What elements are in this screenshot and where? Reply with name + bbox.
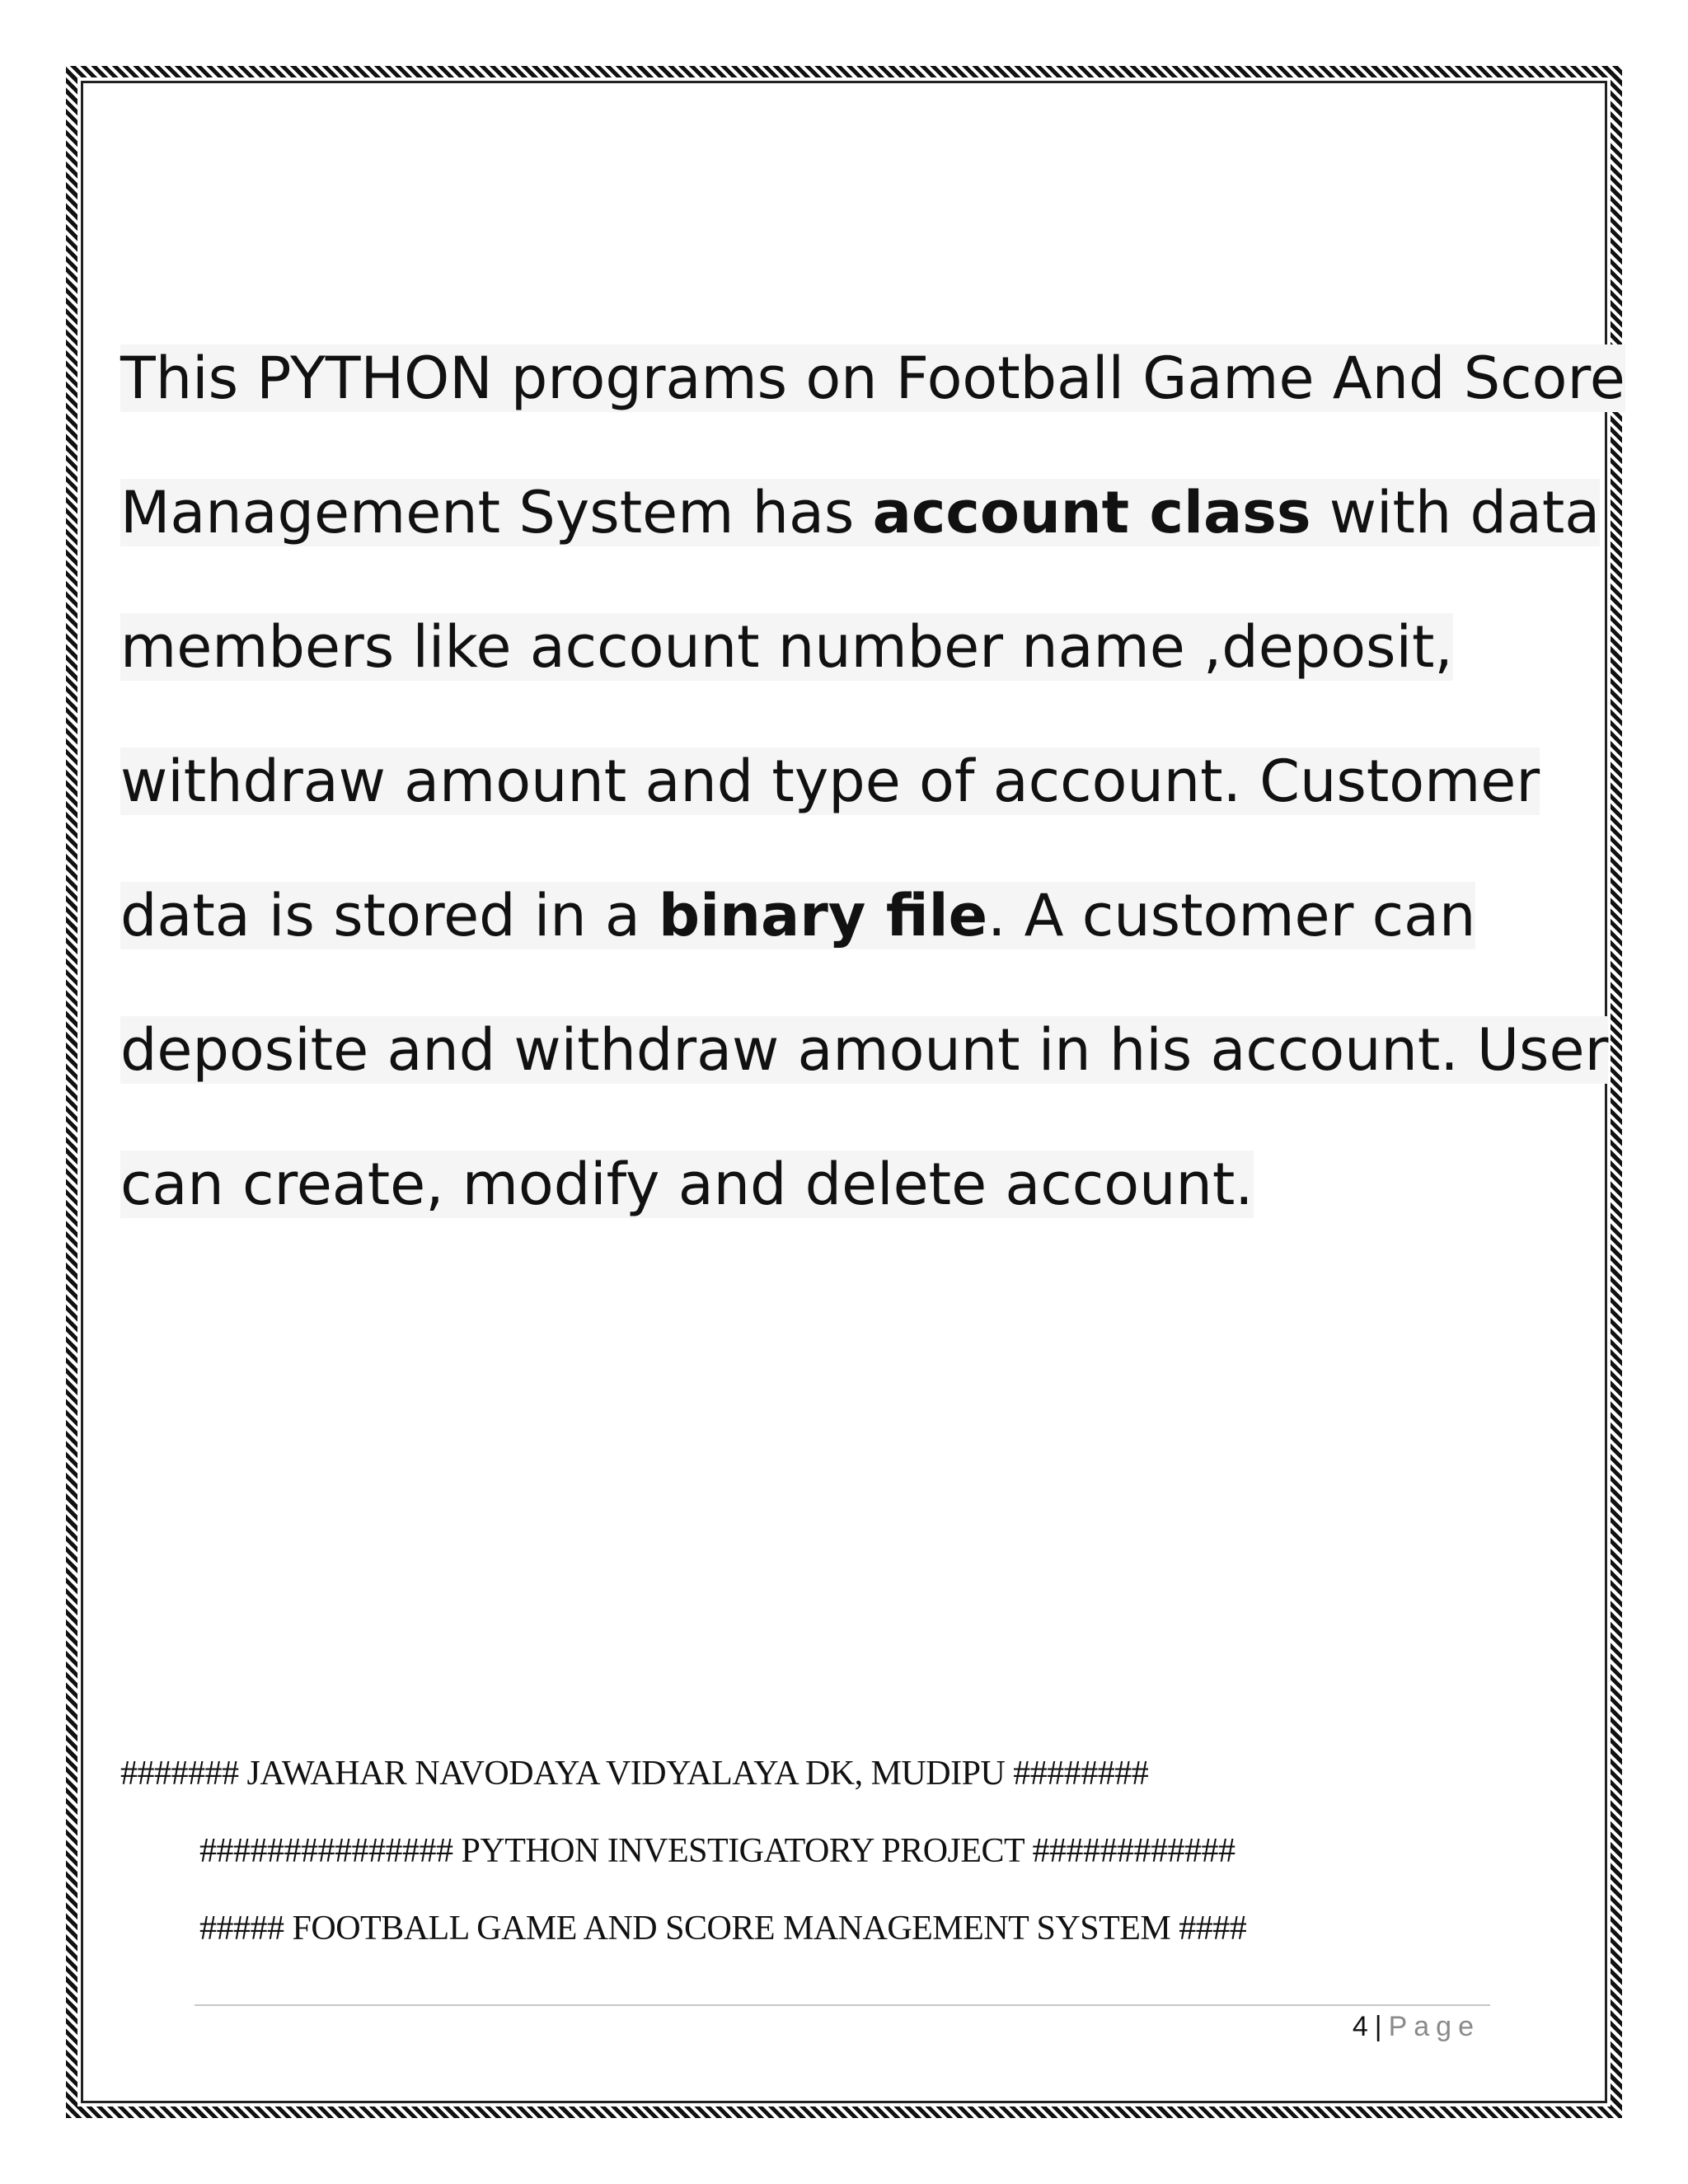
body-line-3: members like account number name ,deposit,: [120, 613, 1453, 681]
footer-divider: [195, 2004, 1490, 2006]
footer-project-title: ############### PYTHON INVESTIGATORY PROJECT ############: [199, 1832, 1236, 1870]
body-line-5-start: data is stored in a: [120, 882, 659, 949]
body-line-2-end: with data: [1311, 479, 1601, 546]
body-line-2: [120, 446, 1601, 580]
page-label: Page: [1388, 2011, 1480, 2042]
page-number: [1353, 2011, 1480, 2043]
body-line-5: [120, 849, 1587, 983]
body-paragraph: [120, 312, 1625, 1252]
body-line-2-start: Management System has: [120, 479, 873, 546]
account-class-bold: account class: [872, 479, 1311, 546]
binary-file-bold: binary file: [659, 882, 988, 949]
body-line-5-end: . A customer can: [987, 882, 1476, 949]
body-line-7: can create, modify and delete account.: [120, 1151, 1254, 1218]
footer-school-name: ####### JAWAHAR NAVODAYA VIDYALAYA DK, MUDIPU ########: [120, 1755, 1149, 1793]
body-line-4: withdraw amount and type of account. Customer: [120, 748, 1540, 815]
body-line-1: This PYTHON programs on Football Game And Score: [120, 344, 1625, 412]
page-number-value: 4: [1352, 2011, 1368, 2042]
body-line-6: deposite and withdraw amount in his account. User: [120, 1016, 1609, 1084]
footer-system-title: ##### FOOTBALL GAME AND SCORE MANAGEMENT SYSTEM ####: [199, 1910, 1247, 1947]
page-number-separator: |: [1374, 2011, 1382, 2042]
